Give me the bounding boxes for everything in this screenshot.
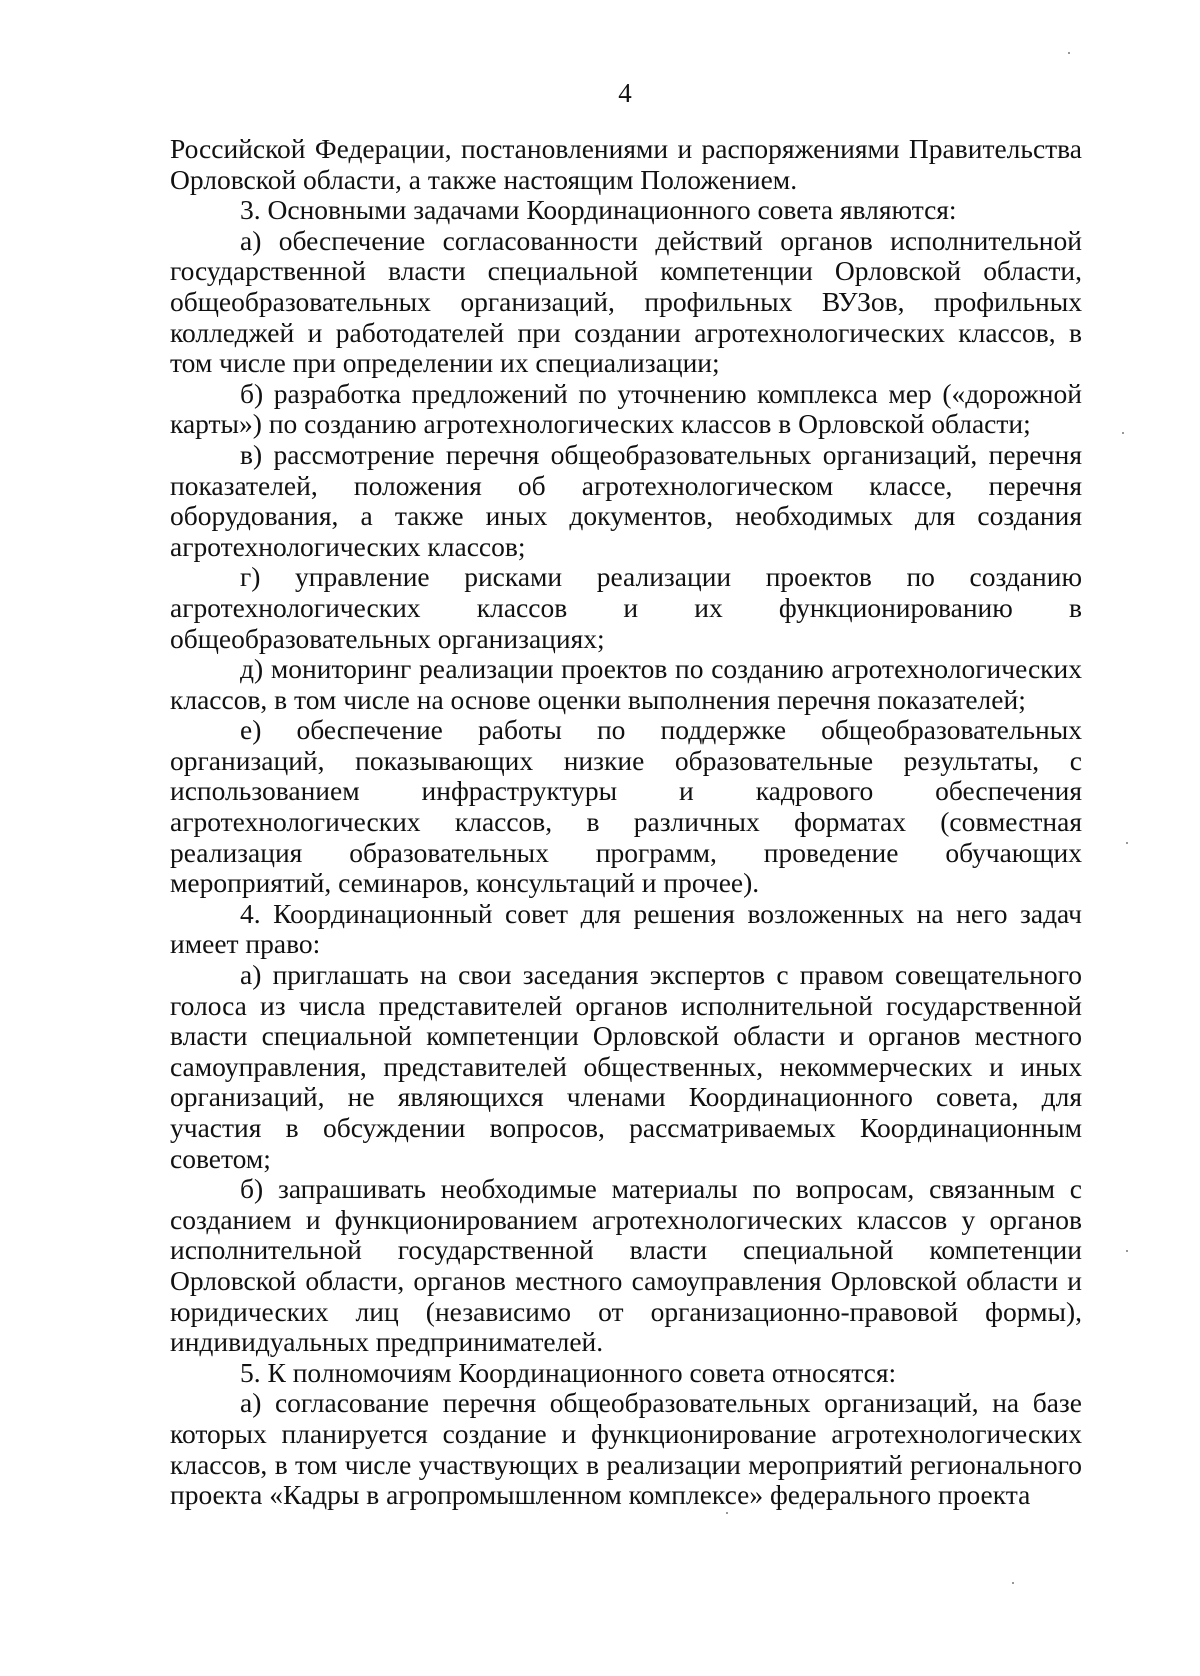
paragraph: Российской Федерации, постановлениями и распоряжениями Правительства Орловской области, а также настоящим Положением. xyxy=(170,133,1082,195)
paragraph: г) управление рисками реализации проектов по созданию агротехнологических классов и их функционированию в общеобразовательных организациях; xyxy=(170,561,1082,654)
scan-speck xyxy=(726,1512,728,1514)
paragraph: а) приглашать на свои заседания экспертов с правом совещательного голоса из числа представителей органов исполнительной государственной власти специальной компетенции Орловской области и органов местного самоуправления, представителей общественных, некоммерческих и иных организаций, не являющихся членами Координационного совета, для участия в обсуждении вопросов, рассматриваемых Координационным советом; xyxy=(170,959,1082,1174)
scan-speck xyxy=(1122,432,1124,434)
paragraph: 4. Координационный совет для решения возложенных на него задач имеет право: xyxy=(170,897,1082,960)
scan-speck xyxy=(1126,842,1128,844)
paragraph: д) мониторинг реализации проектов по созданию агротехнологических классов, в том числе на основе оценки выполнения перечня показателей; xyxy=(170,653,1082,715)
paragraph: б) разработка предложений по уточнению комплекса мер («дорожной карты») по созданию агротехнологических классов в Орловской области; xyxy=(170,377,1082,440)
scan-speck xyxy=(1012,1582,1014,1584)
paragraph: 5. К полномочиям Координационного совета относятся: xyxy=(240,1356,897,1388)
paragraph: а) обеспечение согласованности действий органов исполнительной государственной власти специальной компетенции Орловской области, общеобразовательных организаций, профильных ВУЗов, профильных колледжей и работодателей при создании агротехнологических классов, в том числе при определении их специализации; xyxy=(170,224,1082,379)
scan-speck xyxy=(1126,1250,1128,1252)
paragraph: е) обеспечение работы по поддержке общеобразовательных организаций, показывающих низкие образовательные результаты, с использованием инфраструктуры и кадрового обеспечения агротехнологических классов, в различных форматах (совместная реализация образовательных программ, проведение обучающих мероприятий, семинаров, консультаций и прочее). xyxy=(170,714,1082,899)
paragraph: в) рассмотрение перечня общеобразовательных организаций, перечня показателей, положения об агротехнологическом классе, перечня оборудования, а также иных документов, необходимых для создания агротехнологических классов; xyxy=(170,438,1082,562)
paragraph: б) запрашивать необходимые материалы по вопросам, связанным с созданием и функционированием агротехнологических классов у органов исполнительной государственной власти специальной компетенции Орловской области, органов местного самоуправления Орловской области и юридических лиц (независимо от организационно-правовой формы), индивидуальных предпринимателей. xyxy=(170,1173,1082,1358)
paragraph: а) согласование перечня общеобразовательных организаций, на базе которых планируется создание и функционирование агротехнологических классов, в том числе участвующих в реализации мероприятий регионального проекта «Кадры в агропромышленном комплексе» федерального проекта xyxy=(170,1387,1082,1511)
document-body xyxy=(170,134,1082,1511)
page-number: 4 xyxy=(618,78,632,108)
scan-speck xyxy=(1068,52,1070,54)
paragraph: 3. Основными задачами Координационного совета являются: xyxy=(240,194,957,226)
